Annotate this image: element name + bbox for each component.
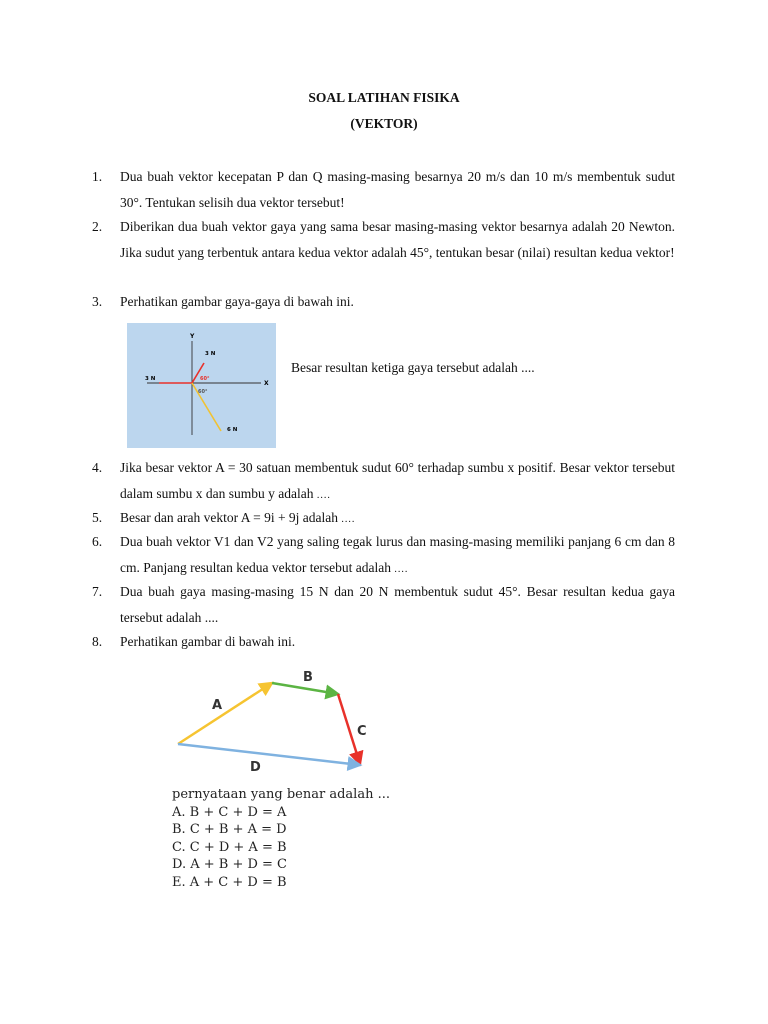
label-a: A — [212, 698, 223, 713]
question-text: Dua buah vektor kecepatan P dan Q masing-masing besarnya 20 m/s dan 10 m/s membentuk sudut 30°. Tentukan selisih dua vektor tersebut! — [120, 169, 675, 210]
question-text: Perhatikan gambar di bawah ini. — [120, 634, 296, 649]
answer-dots: .... — [394, 564, 409, 575]
force-left-label: 3 N — [145, 376, 156, 382]
answer-dots: .... — [316, 490, 331, 501]
question-4 — [92, 455, 675, 509]
vector-a — [178, 683, 272, 744]
question-number: 8. — [92, 634, 103, 649]
label-c: C — [357, 724, 367, 739]
question-2 — [92, 214, 675, 266]
answer-dots: .... — [341, 514, 356, 525]
angle-bottom-label: 60° — [198, 389, 208, 395]
label-d: D — [250, 760, 261, 775]
question-number: 4. — [92, 460, 103, 475]
axis-x-label: X — [264, 380, 269, 387]
answer-options — [172, 786, 390, 891]
question-3 — [92, 289, 675, 315]
option-d: D. A + B + D = C — [172, 857, 288, 872]
label-b: B — [303, 670, 313, 685]
question-8 — [92, 629, 675, 655]
page-subtitle: (VEKTOR) — [350, 116, 418, 131]
question-text: Dua buah gaya masing-masing 15 N dan 20 N membentuk sudut 45°. Besar resultan kedua gaya tersebut adalah .... — [120, 584, 675, 625]
option-a: A. B + C + D = A — [172, 804, 287, 820]
question-1 — [92, 164, 675, 216]
axis-y-label: Y — [190, 333, 195, 340]
vector-d — [178, 744, 360, 765]
question-text: Besar dan arah vektor A = 9i + 9j adalah — [120, 510, 339, 525]
question-text: Diberikan dua buah vektor gaya yang sama besar masing-masing vektor besarnya adalah 20 Newton. Jika sudut yang terbentuk antara kedua vektor adalah 45°, tentukan besar (nilai) resultan kedua vektor! — [120, 219, 675, 260]
question-number: 5. — [92, 510, 103, 525]
option-e: E. A + C + D = B — [172, 874, 287, 890]
question-6 — [92, 529, 675, 583]
figure-caption: Besar resultan ketiga gaya tersebut adalah .... — [291, 360, 535, 375]
options-prompt: pernyataan yang benar adalah ... — [172, 787, 390, 802]
question-number: 6. — [92, 534, 103, 549]
question-number: 3. — [92, 294, 103, 309]
force-diagram — [127, 323, 276, 448]
question-text: Jika besar vektor A = 30 satuan membentuk sudut 60° terhadap sumbu x positif. Besar vektor tersebut dalam sumbu x dan sumbu y adalah — [120, 460, 675, 501]
angle-top-label: 60° — [200, 376, 210, 382]
question-text: Dua buah vektor V1 dan V2 yang saling tegak lurus dan masing-masing memiliki panjang 6 cm dan 8 cm. Panjang resultan kedua vektor tersebut adalah — [120, 534, 675, 575]
question-text: Perhatikan gambar gaya-gaya di bawah ini. — [120, 294, 354, 309]
question-number: 1. — [92, 169, 103, 184]
page-title: SOAL LATIHAN FISIKA — [308, 90, 460, 105]
force-top-label: 3 N — [205, 351, 216, 357]
option-c: C. C + D + A = B — [172, 839, 287, 855]
question-number: 7. — [92, 584, 103, 599]
force-bottom-label: 6 N — [227, 427, 238, 433]
question-number: 2. — [92, 219, 103, 234]
option-b: B. C + B + A = D — [172, 822, 287, 837]
question-7 — [92, 579, 675, 631]
vector-polygon-figure — [170, 664, 410, 784]
